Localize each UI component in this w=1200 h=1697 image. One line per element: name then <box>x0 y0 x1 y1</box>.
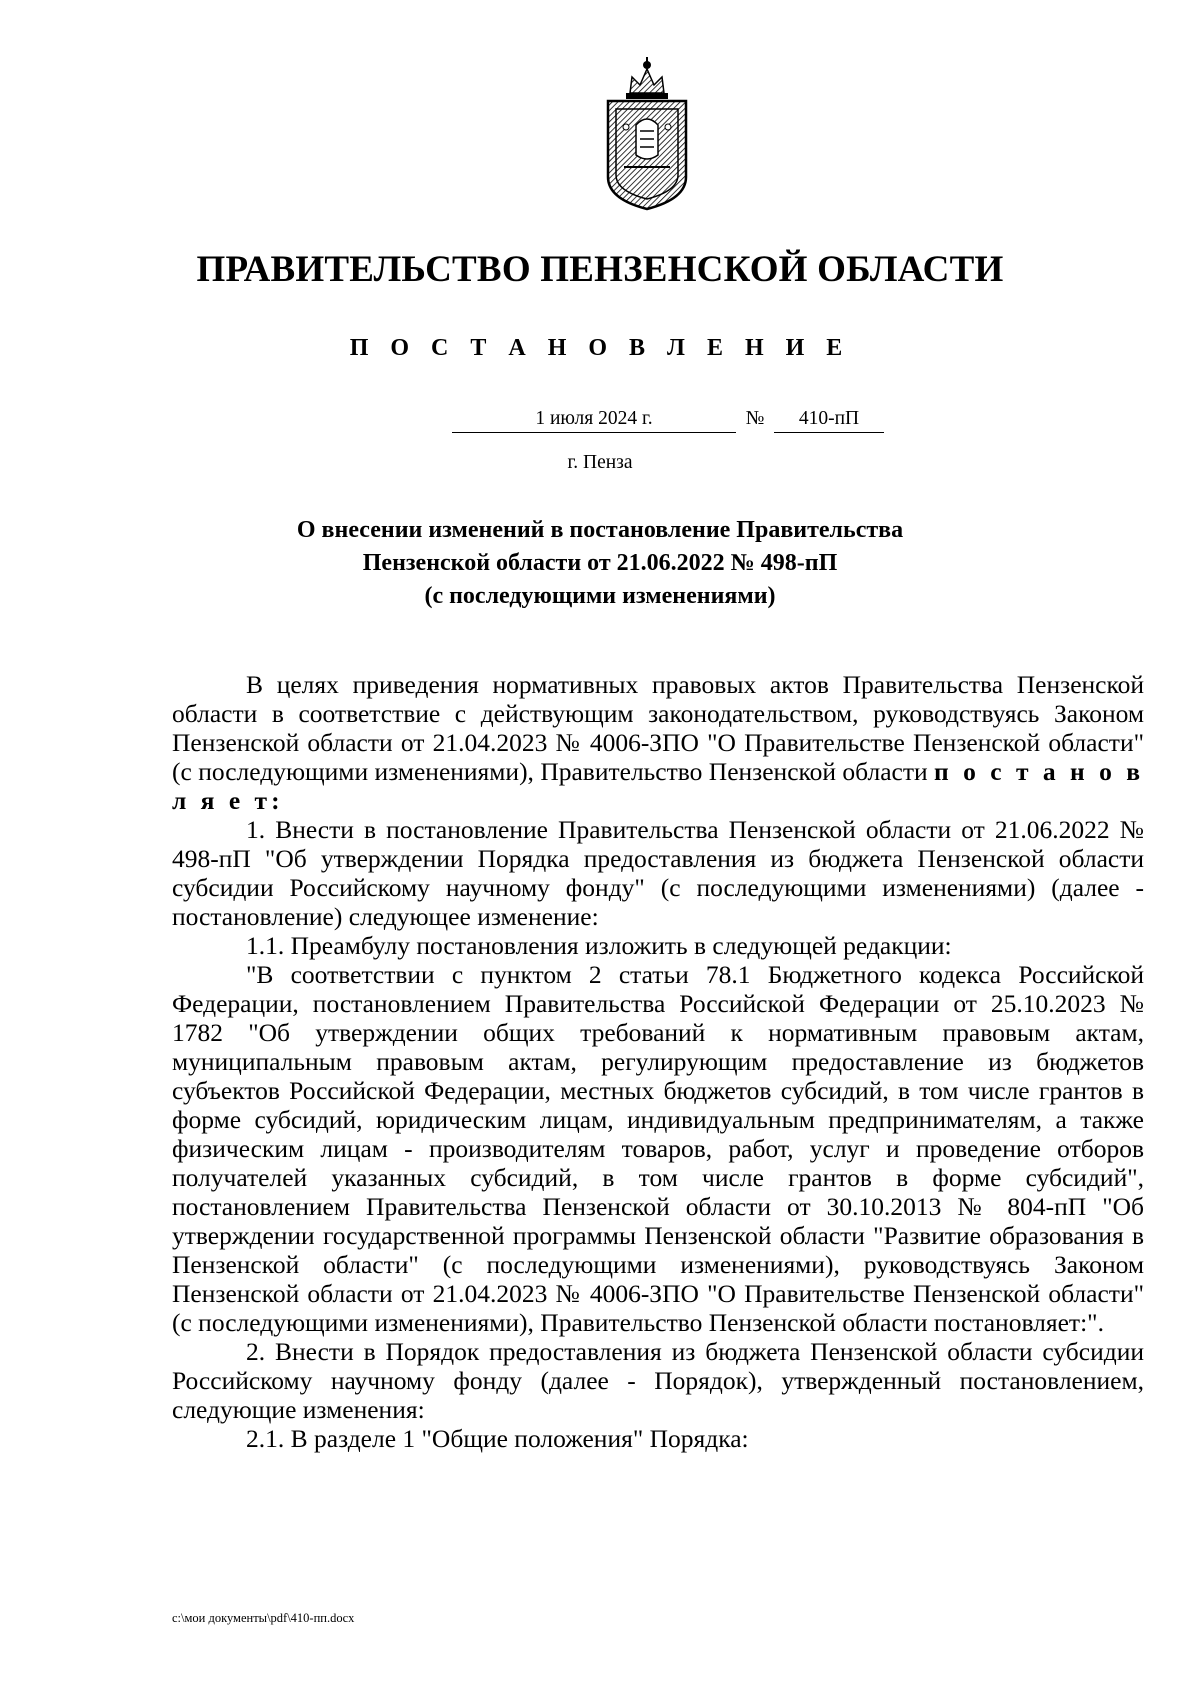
subject-line-3: (с последующими изменениями) <box>424 583 776 609</box>
document-subject <box>0 514 1200 613</box>
paragraph-item-1: 1. Внести в постановление Правительства Пензенской области от 21.06.2022 № 498-пП "Об утверждении Порядка предоставления из бюджета Пензенской области субсидии Российскому научному фонду" (с последующими изменениями) (далее - постановление) следующее изменение: <box>172 815 1144 931</box>
document-date: 1 июля 2024 г. <box>452 408 736 433</box>
paragraph-new-preamble: "В соответствии с пунктом 2 статьи 78.1 Бюджетного кодекса Российской Федерации, постановлением Правительства Российской Федерации от 25.10.2023 № 1782 "Об утверждении общих требований к нормативным правовым актам, муниципальным правовым актам, регулирующим предоставление из бюджетов субъектов Российской Федерации, местных бюджетов субсидий, в том числе грантов в форме субсидий, юридическим лицам, индивидуальным предпринимателям, а также физическим лицам - производителям товаров, работ, услуг и проведение отборов получателей указанных субсидий, в том числе грантов в форме субсидий", постановлением Правительства Пензенской области от 30.10.2013 № 804-пП "Об утверждении государственной программы Пензенской области "Развитие образования в Пензенской области" (с последующими изменениями), руководствуясь Законом Пензенской области от 21.04.2023 № 4006-ЗПО "О Правительстве Пензенской области" (с последующими изменениями), Правительство Пензенской области постановляет:". <box>172 960 1144 1337</box>
paragraph-item-1-1: 1.1. Преамбулу постановления изложить в следующей редакции: <box>246 931 952 960</box>
footer-file-path: c:\мои документы\pdf\410-пп.docx <box>172 1611 355 1625</box>
paragraph-preamble <box>172 670 1144 815</box>
city: г. Пенза <box>567 452 633 473</box>
paragraph-item-2: 2. Внести в Порядок предоставления из бюджета Пензенской области субсидии Российскому научному фонду (далее - Порядок), утвержденный постановлением, следующие изменения: <box>172 1337 1144 1424</box>
document-body <box>172 670 1144 1453</box>
date-number-line <box>452 408 892 438</box>
subject-line-2: Пензенской области от 21.06.2022 № 498-пП <box>362 550 838 576</box>
resolves-word: п о с т а н о в л я е т: <box>172 757 1145 815</box>
paragraph-preamble-text: В целях приведения нормативных правовых актов Правительства Пензенской области в соответствие с действующим законодательством, руководствуясь Законом Пензенской области от 21.04.2023 № 4006-ЗПО "О Правительстве Пензенской области"(с последующими изменениями), Правительство Пензенской области <box>172 670 1144 786</box>
document-type: П О С Т А Н О В Л Е Н И Е <box>349 335 851 361</box>
number-sign: № <box>745 408 765 429</box>
subject-line-1: О внесении изменений в постановление Правительства <box>296 517 904 543</box>
coat-of-arms-emblem <box>602 55 692 215</box>
paragraph-item-2-1: 2.1. В разделе 1 "Общие положения" Порядка: <box>246 1424 749 1453</box>
government-name: ПРАВИТЕЛЬСТВО ПЕНЗЕНСКОЙ ОБЛАСТИ <box>196 249 1004 290</box>
document-number: 410-пП <box>774 408 884 433</box>
